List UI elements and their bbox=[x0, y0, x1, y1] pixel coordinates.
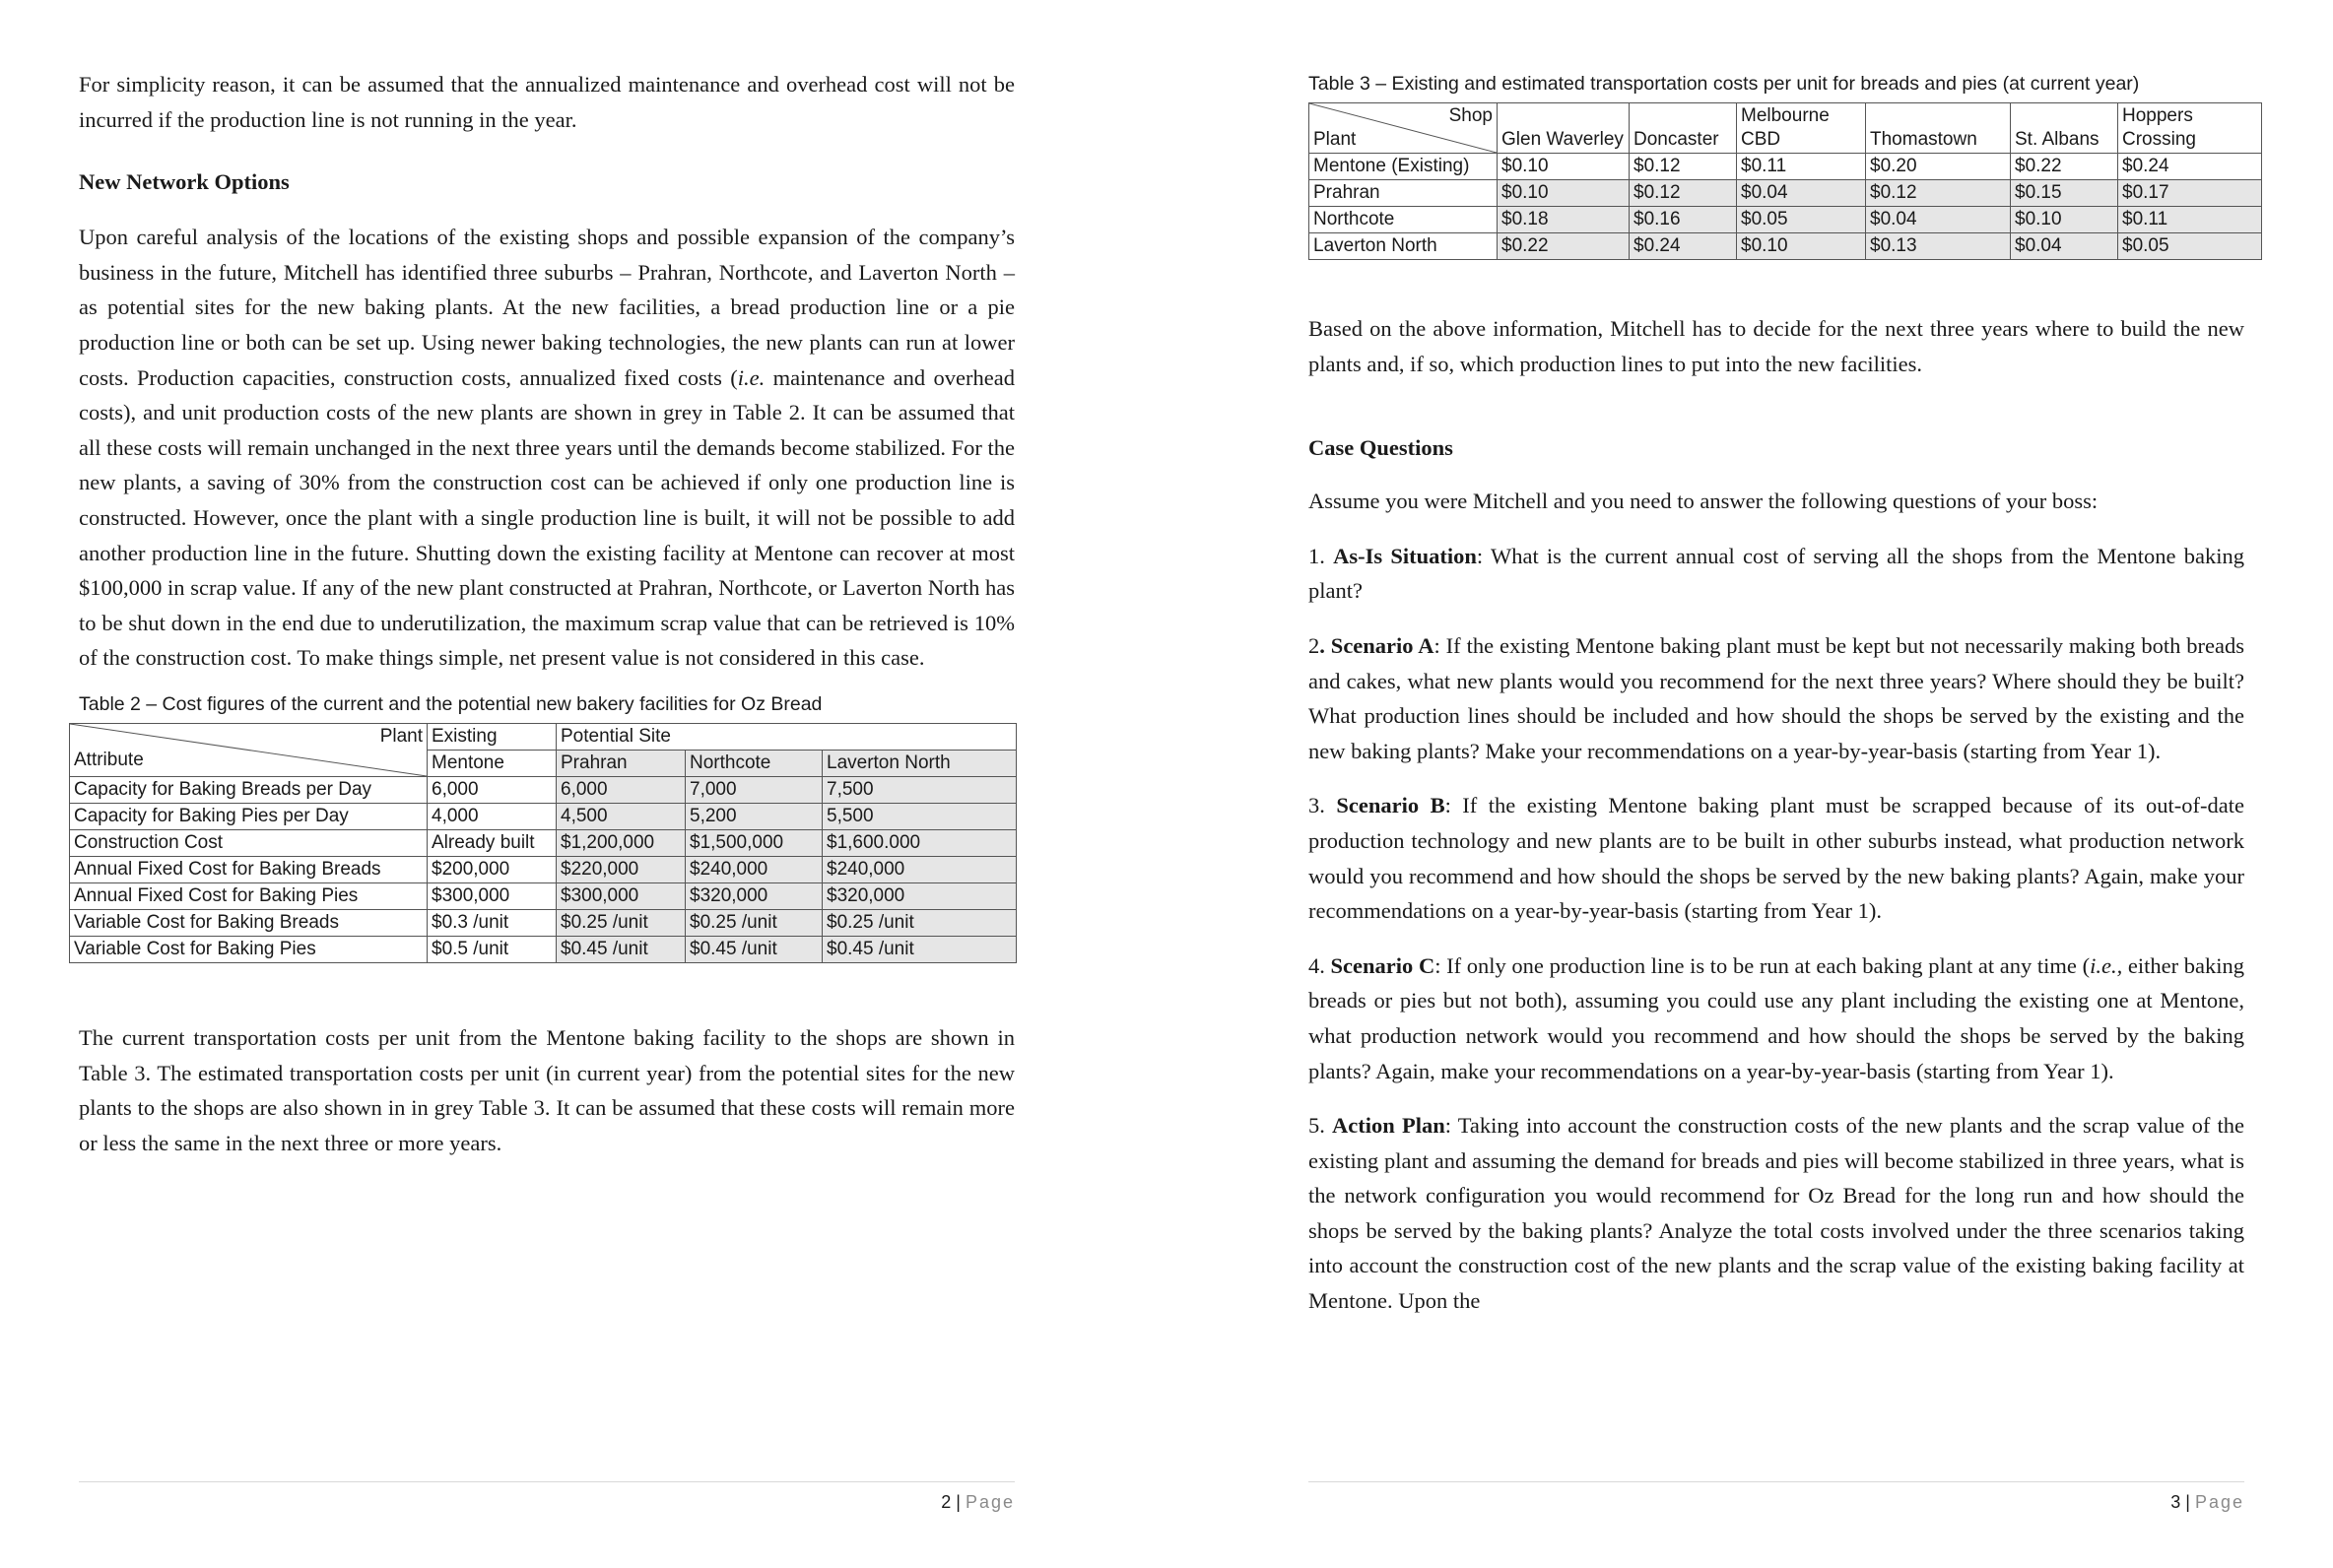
column-header: St. Albans bbox=[2011, 103, 2118, 154]
column-header: Laverton North bbox=[823, 750, 1017, 776]
table-row bbox=[70, 776, 1017, 803]
question-5 bbox=[1308, 1108, 2244, 1319]
table-row bbox=[1309, 154, 2262, 180]
table-row bbox=[1309, 233, 2262, 260]
question-title: . Scenario A bbox=[1319, 632, 1434, 658]
table-cell: $0.15 bbox=[2011, 180, 2118, 207]
table-cell: $0.25 /unit bbox=[557, 909, 686, 936]
table-cell: $0.12 bbox=[1866, 180, 2011, 207]
row-header: Capacity for Baking Breads per Day bbox=[70, 776, 428, 803]
table-cell: 7,500 bbox=[823, 776, 1017, 803]
row-header: Northcote bbox=[1309, 207, 1498, 233]
table-cell: $0.22 bbox=[2011, 154, 2118, 180]
column-header: Glen Waverley bbox=[1498, 103, 1630, 154]
existing-header: Existing bbox=[428, 723, 557, 750]
table-row bbox=[1309, 207, 2262, 233]
paragraph-text: Upon careful analysis of the locations of the existing shops and possible expansion of the company’s business in the future, Mitchell has identified three suburbs – Prahran, Northcote, and Laverton North – as potential sites for the new baking plants. At the new facilities, a bread production line or a pie production line or both can be set up. Using newer baking technologies, the new plants can run at lower costs. Production capacities, construction costs, annualized fixed costs ( bbox=[79, 225, 1015, 390]
table-cell: $240,000 bbox=[823, 856, 1017, 882]
table-cell: $0.25 /unit bbox=[686, 909, 823, 936]
column-header: Northcote bbox=[686, 750, 823, 776]
table-cell: $0.45 /unit bbox=[686, 936, 823, 962]
table-cell: $0.20 bbox=[1866, 154, 2011, 180]
column-header: Hoppers Crossing bbox=[2118, 103, 2262, 154]
table-cell: $0.10 bbox=[1498, 180, 1630, 207]
page-footer bbox=[941, 1492, 1015, 1513]
table-row bbox=[70, 829, 1017, 856]
table-cell: $0.04 bbox=[2011, 233, 2118, 260]
question-number: 3. bbox=[1308, 793, 1337, 818]
paragraph-text: maintenance and overhead costs), and unit production costs of the new plants are shown in grey in Table 2. It can be assumed that all these costs will remain unchanged in the next three years until the demands become stabilized. For the new plants, a saving of 30% from the construction cost can be achieved if only one production line is constructed. However, once the plant with a single production line is built, it will not be possible to add another production line in the future. Shutting down the existing facility at Mentone can recover at most $100,000 in scrap value. If any of the new plant constructed at Prahran, Northcote, or Laverton North has to be shut down in the end due to underutilization, the maximum scrap value that can be retrieved is 10% of the construction cost. To make things simple, net present value is not considered in this case. bbox=[79, 364, 1015, 671]
table-cell: $0.05 bbox=[2118, 233, 2262, 260]
question-number: 1. bbox=[1308, 543, 1334, 568]
table-3 bbox=[1308, 102, 2262, 260]
based-on-paragraph: Based on the above information, Mitchell has to decide for the next three years where to build the new plants and, if so, which production lines to put into the new facilities. bbox=[1308, 316, 2244, 376]
question-2 bbox=[1308, 628, 2244, 768]
table-row bbox=[70, 856, 1017, 882]
new-network-paragraph bbox=[79, 220, 1015, 676]
table-cell: 5,500 bbox=[823, 803, 1017, 829]
corner-top-label: Shop bbox=[1448, 105, 1493, 126]
row-header: Capacity for Baking Pies per Day bbox=[70, 803, 428, 829]
page-3-content bbox=[1308, 67, 2244, 1319]
footer-separator: | bbox=[951, 1492, 966, 1512]
row-header: Annual Fixed Cost for Baking Breads bbox=[70, 856, 428, 882]
intro-paragraph: For simplicity reason, it can be assumed that the annualized maintenance and overhead cost will not be incurred if the production line is not running in the year. bbox=[79, 72, 1015, 132]
table-row bbox=[70, 909, 1017, 936]
table-cell: $0.04 bbox=[1737, 180, 1866, 207]
table-2 bbox=[69, 723, 1017, 963]
question-title: As-Is Situation bbox=[1333, 543, 1477, 568]
section-heading-case-questions: Case Questions bbox=[1308, 435, 1453, 461]
table-cell: $300,000 bbox=[428, 882, 557, 909]
diagonal-line bbox=[1309, 103, 1497, 153]
table-cell: $0.13 bbox=[1866, 233, 2011, 260]
table-cell: $0.24 bbox=[1630, 233, 1737, 260]
row-header: Annual Fixed Cost for Baking Pies bbox=[70, 882, 428, 909]
table-cell: $1,600.000 bbox=[823, 829, 1017, 856]
question-title: Action Plan bbox=[1332, 1113, 1445, 1139]
corner-bottom-label: Attribute bbox=[74, 749, 144, 770]
page-3 bbox=[1166, 0, 2333, 1568]
table-row bbox=[70, 882, 1017, 909]
corner-bottom-label: Plant bbox=[1313, 129, 1357, 150]
table-cell: $200,000 bbox=[428, 856, 557, 882]
table-cell: $300,000 bbox=[557, 882, 686, 909]
table-cell: 4,000 bbox=[428, 803, 557, 829]
table-header-row bbox=[1309, 103, 2262, 154]
table-cell: $0.24 bbox=[2118, 154, 2262, 180]
question-text: : If the existing Mentone baking plant must be scrapped because of its out-of-date production technology and new plants are to be built in other suburbs instead, what production network would you recommend and how should the shops be served by the new baking plants? Again, make your recommendations on a year-by-year-basis (starting from Year 1). bbox=[1308, 793, 2245, 924]
column-header: Melbourne CBD bbox=[1737, 103, 1866, 154]
question-text: : Taking into account the construction costs of the new plants and the scrap value of the existing plant and assuming the demand for breads and pies will become stabilized in three years, what is the network configuration you would recommend for Oz Bread for the long run and how should the shops be served by the baking plants? Analyze the total costs involved under the three scenarios taking into account the construction cost of the new plants and the scrap value of the existing baking facility at Mentone. Upon the bbox=[1308, 1113, 2244, 1314]
column-header: Thomastown bbox=[1866, 103, 2011, 154]
table-cell: $0.10 bbox=[1498, 154, 1630, 180]
row-header: Variable Cost for Baking Breads bbox=[70, 909, 428, 936]
table-cell: $1,200,000 bbox=[557, 829, 686, 856]
table-cell: 6,000 bbox=[557, 776, 686, 803]
question-number: 5. bbox=[1308, 1113, 1333, 1139]
question-title: Scenario B bbox=[1336, 793, 1445, 818]
table-cell: $320,000 bbox=[823, 882, 1017, 909]
table-cell: $0.10 bbox=[1737, 233, 1866, 260]
question-3 bbox=[1308, 788, 2244, 928]
table-cell: 4,500 bbox=[557, 803, 686, 829]
table-cell: $0.5 /unit bbox=[428, 936, 557, 962]
column-header: Doncaster bbox=[1630, 103, 1737, 154]
table-corner-cell bbox=[1309, 103, 1498, 154]
table-cell: $0.11 bbox=[1737, 154, 1866, 180]
table-cell: $0.11 bbox=[2118, 207, 2262, 233]
table-cell: $0.04 bbox=[1866, 207, 2011, 233]
table-cell: $0.45 /unit bbox=[557, 936, 686, 962]
potential-site-header: Potential Site bbox=[557, 723, 1017, 750]
table-cell: $0.10 bbox=[2011, 207, 2118, 233]
table-cell: $0.25 /unit bbox=[823, 909, 1017, 936]
column-header: Mentone bbox=[428, 750, 557, 776]
table-cell: $0.18 bbox=[1498, 207, 1630, 233]
table-cell: $1,500,000 bbox=[686, 829, 823, 856]
table-2-caption: Table 2 – Cost figures of the current and the potential new bakery facilities for Oz Bread bbox=[79, 692, 823, 715]
corner-top-label: Plant bbox=[379, 725, 423, 747]
page-2-content bbox=[74, 67, 1015, 1160]
table-cell: $0.3 /unit bbox=[428, 909, 557, 936]
table-cell: $0.22 bbox=[1498, 233, 1630, 260]
page-label: Page bbox=[965, 1492, 1015, 1512]
footer-rule bbox=[1308, 1481, 2244, 1482]
question-number: 4. bbox=[1308, 952, 1331, 978]
ie-italic: i.e., bbox=[2090, 952, 2123, 978]
table-cell: 5,200 bbox=[686, 803, 823, 829]
table-cell: $220,000 bbox=[557, 856, 686, 882]
page-footer bbox=[2170, 1492, 2244, 1513]
row-header: Variable Cost for Baking Pies bbox=[70, 936, 428, 962]
footer-separator: | bbox=[2180, 1492, 2195, 1512]
question-text: : What is the current annual cost of serving all the shops from the Mentone baking plant? bbox=[1308, 543, 2245, 604]
table-header-row bbox=[70, 723, 1017, 750]
question-text: either baking breads or pies but not both), assuming you could use any plant including the existing one at Mentone, what production network would you recommend and how should the shops be served by the baking plants? Again, make your recommendations on a year-by-year-basis (starting from Year 1). bbox=[1308, 952, 2244, 1083]
row-header: Construction Cost bbox=[70, 829, 428, 856]
row-header: Laverton North bbox=[1309, 233, 1498, 260]
question-1 bbox=[1308, 539, 2244, 609]
page-number: 2 bbox=[941, 1492, 952, 1512]
question-title: Scenario C bbox=[1330, 952, 1435, 978]
table-cell: 7,000 bbox=[686, 776, 823, 803]
table-cell: $0.45 /unit bbox=[823, 936, 1017, 962]
page-2 bbox=[0, 0, 1166, 1568]
question-number: 2 bbox=[1308, 632, 1320, 658]
table-cell: Already built bbox=[428, 829, 557, 856]
row-header: Prahran bbox=[1309, 180, 1498, 207]
page-number: 3 bbox=[2170, 1492, 2181, 1512]
question-text: : If only one production line is to be run at each baking plant at any time ( bbox=[1434, 952, 2091, 978]
table-corner-cell bbox=[70, 723, 428, 776]
diagonal-line bbox=[70, 724, 427, 776]
table-row bbox=[70, 803, 1017, 829]
question-text: : If the existing Mentone baking plant must be kept but not necessarily making both breads and cakes, what new plants would you recommend for the next three years? Where should they be built? What production lines should be included and how should the shops be served by the existing and the new baking plants? Make your recommendations on a year-by-year-basis (starting from Year 1). bbox=[1308, 632, 2244, 763]
table-cell: $0.12 bbox=[1630, 180, 1737, 207]
transport-paragraph: The current transportation costs per unit from the Mentone baking facility to the shops are shown in Table 3. The estimated transportation costs per unit (in current year) from the potential sites for the new plants to the shops are also shown in in grey Table 3. It can be assumed that these costs will remain more or less the same in the next three or more years. bbox=[79, 1024, 1015, 1155]
column-header: Prahran bbox=[557, 750, 686, 776]
table-cell: $0.12 bbox=[1630, 154, 1737, 180]
footer-rule bbox=[79, 1481, 1015, 1482]
table-cell: 6,000 bbox=[428, 776, 557, 803]
ie-italic: i.e. bbox=[737, 364, 766, 390]
table-3-caption: Table 3 – Existing and estimated transportation costs per unit for breads and pies (at current year) bbox=[1308, 73, 2140, 95]
table-cell: $0.05 bbox=[1737, 207, 1866, 233]
table-row bbox=[70, 936, 1017, 962]
page-label: Page bbox=[2194, 1492, 2244, 1512]
assume-paragraph: Assume you were Mitchell and you need to answer the following questions of your boss: bbox=[1308, 489, 2099, 514]
table-cell: $240,000 bbox=[686, 856, 823, 882]
row-header: Mentone (Existing) bbox=[1309, 154, 1498, 180]
table-row bbox=[1309, 180, 2262, 207]
table-cell: $0.16 bbox=[1630, 207, 1737, 233]
section-heading-new-network-options: New Network Options bbox=[79, 169, 290, 195]
question-4 bbox=[1308, 948, 2244, 1088]
table-cell: $320,000 bbox=[686, 882, 823, 909]
table-cell: $0.17 bbox=[2118, 180, 2262, 207]
